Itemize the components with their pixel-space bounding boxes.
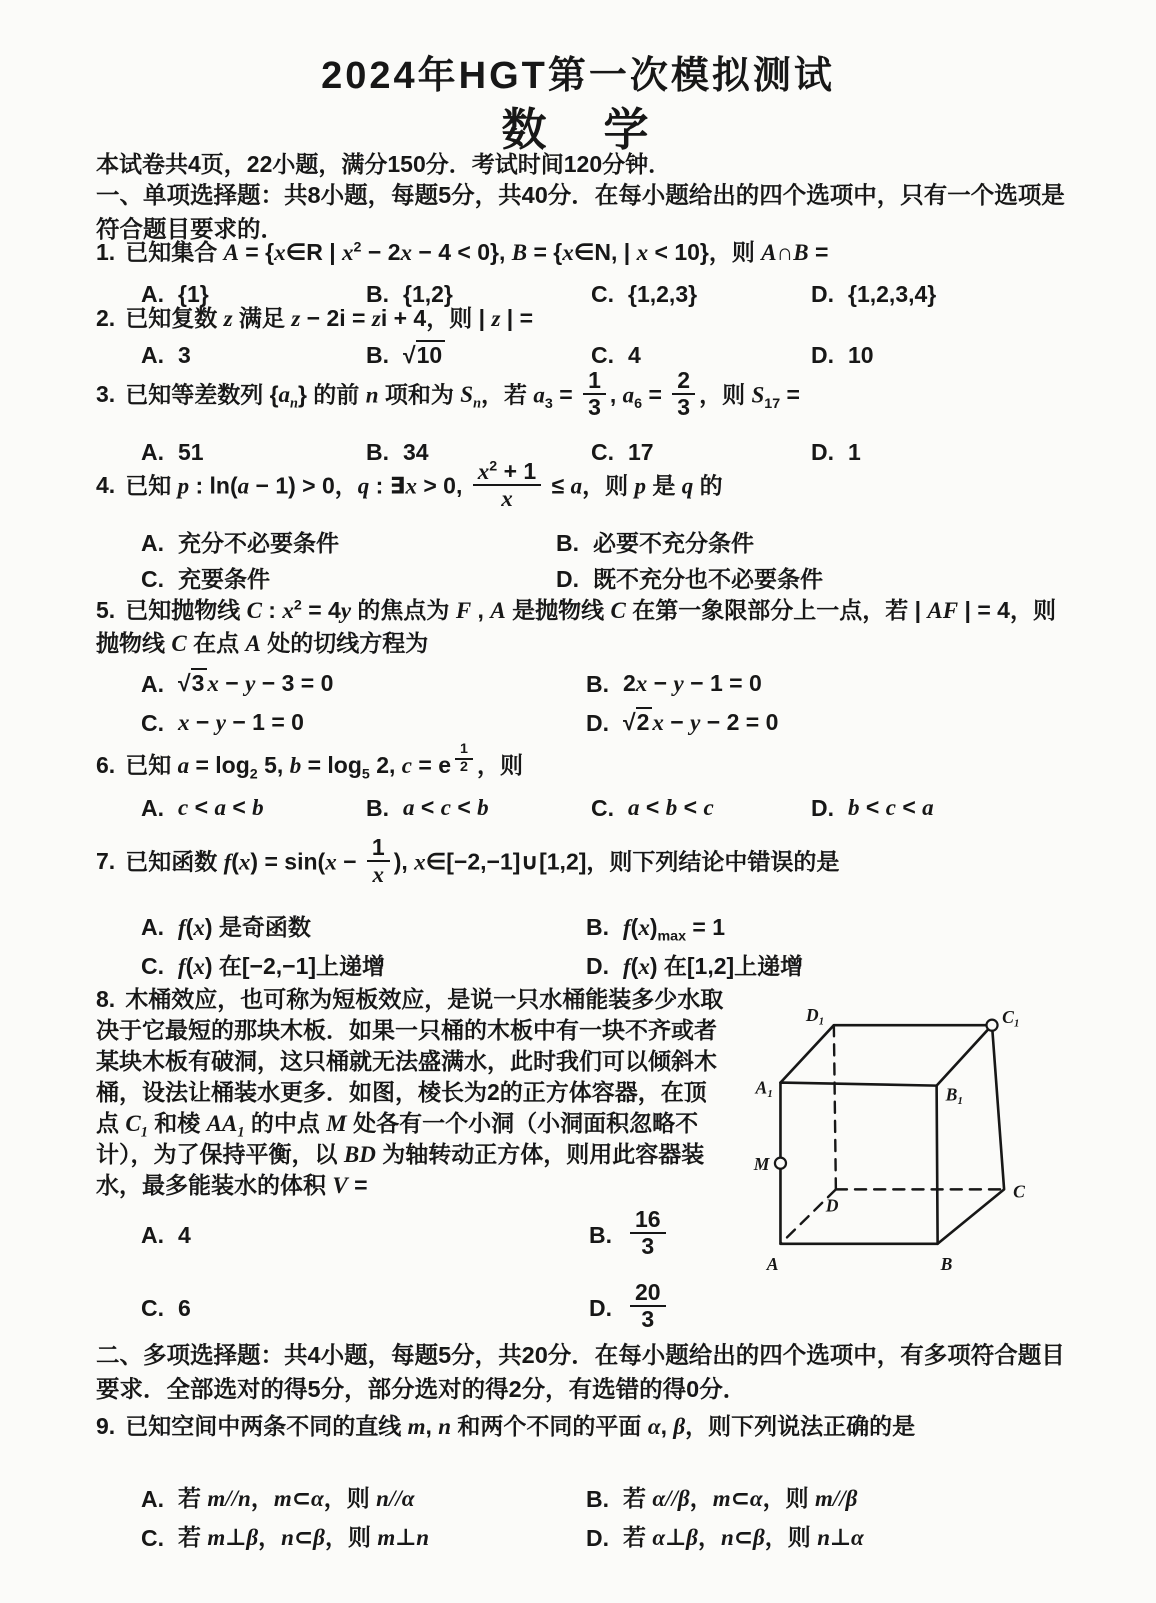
question-5 — [96, 594, 1078, 738]
question-1 — [96, 236, 1078, 309]
question-7 — [96, 835, 1078, 982]
option-C — [141, 564, 556, 594]
cube-vertex-labels — [753, 1005, 1025, 1274]
option-label: D. — [811, 281, 834, 307]
option-label: C. — [591, 438, 614, 465]
option-text: 17 — [628, 438, 654, 465]
options-group — [96, 1207, 728, 1336]
option-text: 34 — [403, 438, 429, 465]
option-label: D. — [586, 709, 609, 736]
option-text: f(x) 在[1,2]上递增 — [623, 952, 804, 979]
option-label: C. — [591, 281, 614, 307]
option-text: 若 m⊥β，n⊂β，则 m⊥n — [178, 1524, 430, 1550]
svg-text:C₁: C₁ — [1002, 1007, 1020, 1028]
option-text: √2 x − y − 2 = 0 — [623, 709, 779, 735]
question-4 — [96, 459, 1078, 594]
option-text: {1,2,3} — [628, 281, 698, 307]
question-6 — [96, 742, 1078, 823]
option-B — [586, 1483, 1078, 1514]
option-text: 51 — [178, 438, 204, 465]
option-C — [141, 1522, 586, 1553]
option-label: B. — [556, 529, 579, 556]
option-text: 充要条件 — [178, 565, 270, 592]
svg-text:D: D — [825, 1195, 839, 1216]
option-A — [141, 912, 586, 943]
option-label: B. — [589, 1222, 612, 1249]
option-A — [141, 792, 366, 823]
question-number: 9. — [96, 1413, 116, 1439]
option-label: D. — [586, 1524, 609, 1551]
option-label: C. — [141, 1524, 164, 1551]
option-label: B. — [586, 670, 609, 697]
option-C — [141, 1293, 589, 1323]
question-number: 4. — [96, 472, 116, 499]
option-text: {1} — [178, 281, 209, 307]
question-number: 5. — [96, 597, 116, 623]
option-A — [141, 668, 586, 699]
option-B — [586, 912, 1078, 943]
question-number: 1. — [96, 239, 116, 265]
option-label: C. — [141, 1294, 164, 1321]
hole-at-c1 — [986, 1020, 997, 1031]
section2-header: 二、多项选择题：共4小题，每题5分，共20分．在每小题给出的四个选项中，有多项符合题目要求．全部选对的得5分，部分选对的得2分，有选错的得0分． — [96, 1342, 1065, 1402]
option-text: $f(x)_{max} = 1$ — [623, 913, 726, 945]
svg-text:M: M — [753, 1154, 770, 1175]
option-text: 1 — [848, 438, 861, 465]
option-label: A. — [141, 1485, 164, 1512]
question-stem: 3. 已知等差数列 $\{a_n\}$ 的前 n 项和为 $S_n$，若 $a_3$ = $\frac{1}{3}$ , $a_6$ = $\frac{2}{3}$ ，则 $S_{17}$ = — [96, 367, 800, 421]
options-group — [96, 912, 1078, 982]
option-text: f(x) 是奇函数 — [178, 913, 311, 940]
option-label: D. — [811, 438, 834, 465]
option-label: B. — [586, 914, 609, 941]
cube-figure — [748, 1000, 1096, 1274]
svg-text:B₁: B₁ — [945, 1084, 964, 1105]
option-text: 2x − y − 1 = 0 — [623, 670, 762, 696]
question-3 — [96, 368, 1078, 467]
option-text: {1,2} — [403, 281, 453, 307]
option-text: 10 — [848, 342, 874, 368]
question-stem: 6. 已知 $a = \log_2 5$, $b = \log_5 2$, c = e $^{\frac{1}{2}}$ ，则 — [96, 741, 523, 783]
option-C — [141, 707, 586, 738]
option-C — [591, 792, 811, 823]
option-label: C. — [141, 709, 164, 736]
option-text: $\frac{20}{3}$ — [626, 1280, 670, 1337]
option-text: a < b < c — [628, 794, 714, 821]
option-D — [586, 951, 1078, 982]
option-text: 既不充分也不必要条件 — [593, 565, 823, 592]
option-text: 4 — [628, 342, 641, 368]
option-text: 6 — [178, 1294, 191, 1321]
option-label: B. — [366, 281, 389, 307]
svg-text:B: B — [940, 1253, 953, 1274]
question-stem: 5. 已知抛物线 C : $x^2 = 4y$ 的焦点为 F , A 是抛物线 C 在第一象限部分上一点，若 | AF | = 4，则抛物线 C 在点 A 处的切线方程为 — [96, 597, 1056, 656]
question-9 — [96, 1410, 1078, 1553]
option-label: D. — [811, 342, 834, 368]
option-D — [811, 340, 1078, 370]
question-stem: 9. 已知空间中两条不同的直线 m, n 和两个不同的平面 α, β，则下列说法正确的是 — [96, 1413, 916, 1439]
option-B — [366, 792, 591, 823]
hole-at-m — [775, 1158, 786, 1169]
option-D — [586, 1522, 1078, 1553]
option-text: x − y − 1 = 0 — [178, 709, 304, 735]
svg-text:D₁: D₁ — [805, 1005, 825, 1026]
option-D — [586, 707, 1078, 738]
question-stem: 4. 已知 p : ln(a − 1) > 0，q : ∃x > 0, $\frac{x^2 + 1}{x}$ ≤ a，则 p 是 q 的 — [96, 458, 723, 512]
question-number: 8. — [96, 986, 116, 1012]
cube-hidden-edges — [780, 1025, 1004, 1244]
option-label: A. — [141, 670, 164, 697]
option-label: B. — [366, 438, 389, 465]
option-label: D. — [586, 953, 609, 980]
question-stem: 1. 已知集合 A = {x∈R | $x^2 - 2x - 4 < 0$}, B = {x∈N, | x < 10}，则 A∩B = — [96, 239, 829, 265]
question-stem: 8. 木桶效应，也可称为短板效应，是说一只水桶能装多少水取决于它最短的那块木板．如果一只桶的木板中有一块不齐或者某块木板有破洞，这只桶就无法盛满水，此时我们可以倾斜木桶，设法让桶装水更多．如图，棱长为2的正方体容器，在顶点 $C_1$ 和棱 $AA_1$ 的中点 M 处各有一个小洞（小洞面积忽略不计），为了保持平衡，以 BD 为轴转动正方体，则用此容器装水，最多能装水的体积 V = — [96, 986, 724, 1198]
option-text: b < c < a — [848, 794, 934, 821]
subject-title: 数 学 — [501, 104, 655, 155]
option-label: A. — [141, 1222, 164, 1249]
option-A — [141, 1220, 589, 1250]
option-text: {1,2,3,4} — [848, 281, 937, 307]
option-D — [811, 792, 1078, 823]
option-label: D. — [589, 1294, 612, 1321]
option-label: D. — [811, 794, 834, 821]
question-2 — [96, 302, 1078, 370]
option-label: A. — [141, 438, 164, 465]
option-B — [586, 668, 1078, 699]
option-text: 4 — [178, 1222, 191, 1249]
page-title: 2024年HGT第一次模拟测试 — [321, 55, 835, 97]
option-text: 若 α⊥β，n⊂β，则 n⊥α — [623, 1524, 864, 1550]
option-label: B. — [586, 1485, 609, 1512]
option-label: A. — [141, 529, 164, 556]
option-text: √3 x − y − 3 = 0 — [178, 670, 334, 696]
option-A — [141, 340, 366, 370]
option-A — [141, 1483, 586, 1514]
option-text: 必要不充分条件 — [593, 529, 754, 556]
question-number: 7. — [96, 848, 116, 875]
option-B — [366, 340, 591, 370]
option-B — [589, 1207, 728, 1264]
option-label: B. — [366, 794, 389, 821]
option-label: A. — [141, 794, 164, 821]
option-label: C. — [591, 794, 614, 821]
option-C — [141, 951, 586, 982]
options-group — [96, 340, 1078, 370]
option-D — [556, 564, 1078, 594]
option-label: A. — [141, 342, 164, 368]
option-label: B. — [366, 342, 389, 368]
svg-text:C: C — [1013, 1181, 1025, 1202]
option-label: C. — [591, 342, 614, 368]
options-group — [96, 792, 1078, 823]
question-number: 3. — [96, 381, 116, 408]
option-text: 若 α//β，m⊂α，则 m//β — [623, 1485, 858, 1511]
option-A — [141, 528, 556, 558]
options-group — [96, 668, 1078, 738]
section1-header: 一、单项选择题：共8小题，每题5分，共40分．在每小题给出的四个选项中，只有一个选项是符合题目要求的． — [96, 182, 1065, 242]
options-group — [96, 1483, 1078, 1553]
option-label: A. — [141, 281, 164, 307]
option-C — [591, 340, 811, 370]
option-label: C. — [141, 953, 164, 980]
question-8 — [96, 984, 1078, 1336]
option-text: √10 — [403, 340, 445, 370]
option-label: C. — [141, 565, 164, 592]
option-B — [556, 528, 1078, 558]
option-text: 充分不必要条件 — [178, 529, 339, 556]
question-stem: 2. 已知复数 z 满足 z − 2i = zi + 4，则 | z | = — [96, 305, 534, 331]
option-label: D. — [556, 565, 579, 592]
cube-top-face — [780, 1025, 992, 1085]
option-text: $\frac{16}{3}$ — [626, 1207, 670, 1264]
question-stem: 7. 已知函数 f(x) = sin(x − $\frac{1}{x}$ ), x∈[−2,−1]∪[1,2]，则下列结论中错误的是 — [96, 834, 840, 888]
option-text: f(x) 在[−2,−1]上递增 — [178, 952, 386, 979]
option-label: A. — [141, 914, 164, 941]
exam-info: 本试卷共4页，22小题，满分150分．考试时间120分钟． — [96, 151, 672, 177]
svg-text:A: A — [766, 1253, 779, 1274]
option-text: 3 — [178, 342, 191, 368]
cube-right-face — [938, 1025, 1004, 1244]
svg-text:A₁: A₁ — [755, 1077, 774, 1098]
option-text: 若 m//n，m⊂α，则 n//α — [178, 1485, 415, 1511]
option-D — [589, 1280, 728, 1337]
option-text: a < c < b — [403, 794, 489, 821]
question-number: 2. — [96, 305, 116, 331]
question-number: 6. — [96, 752, 116, 779]
option-text: c < a < b — [178, 794, 264, 821]
options-group — [96, 528, 1078, 594]
